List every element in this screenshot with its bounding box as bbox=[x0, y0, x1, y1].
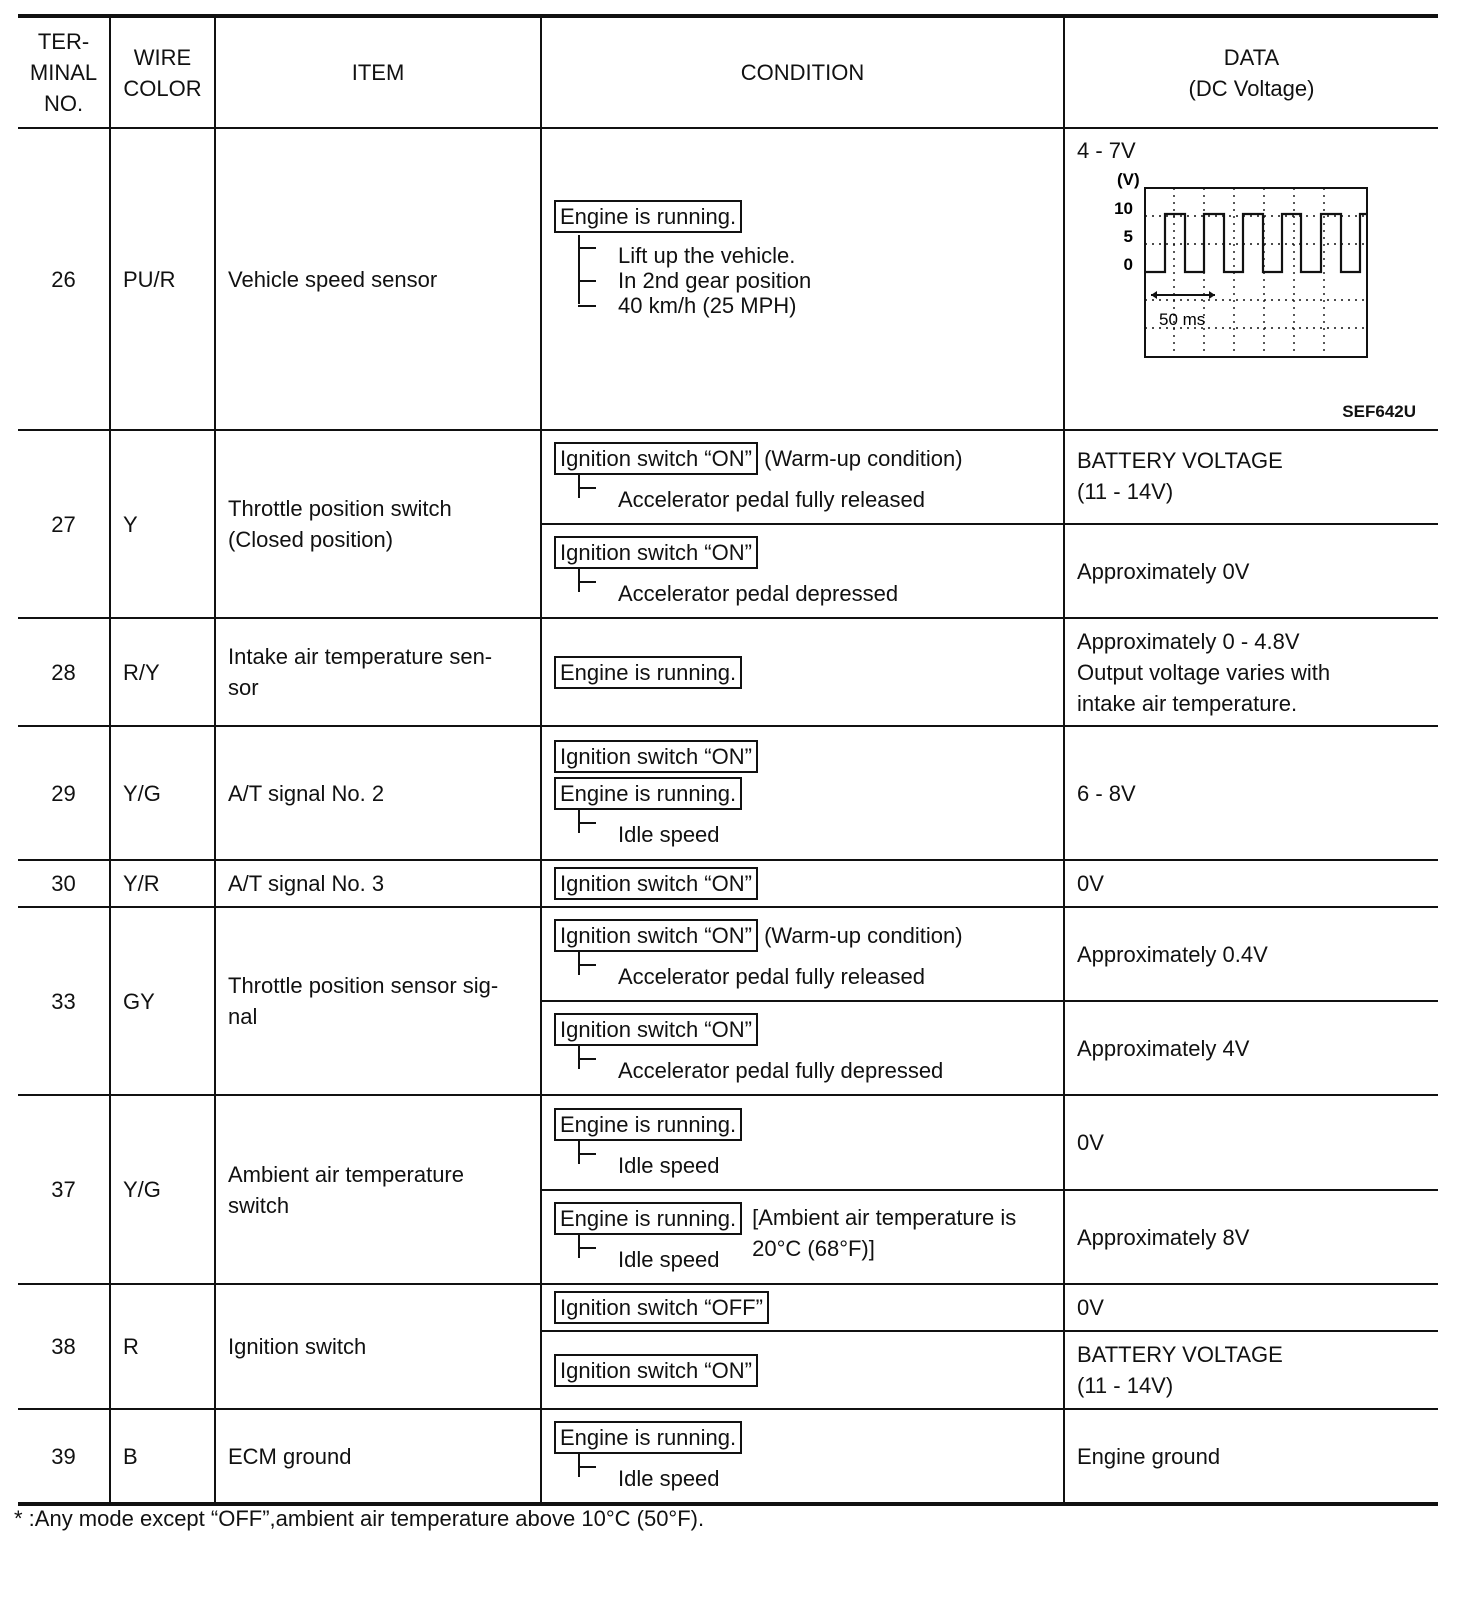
terminal-no: 29 bbox=[18, 726, 110, 860]
condition-box: Ignition switch “ON” bbox=[554, 1013, 758, 1046]
item-line: Throttle position sensor sig- bbox=[228, 973, 499, 998]
figure-code: SEF642U bbox=[1342, 402, 1416, 421]
condition-box: Engine is running. bbox=[554, 1421, 742, 1454]
header-terminal bbox=[18, 16, 110, 128]
condition-line: Accelerator pedal fully released bbox=[618, 475, 1051, 512]
table-row bbox=[18, 860, 1438, 907]
data-value: 0V bbox=[1064, 860, 1438, 907]
y-tick-label: 0 bbox=[1123, 255, 1133, 274]
header-wire bbox=[110, 16, 215, 128]
data-value: BATTERY VOLTAGE bbox=[1077, 1342, 1283, 1367]
wire-color: Y/G bbox=[110, 726, 215, 860]
header-data bbox=[1064, 16, 1438, 128]
header-row bbox=[18, 16, 1438, 128]
wire-color: B bbox=[110, 1409, 215, 1504]
wire-color: PU/R bbox=[110, 128, 215, 430]
condition-box: Ignition switch “OFF” bbox=[554, 1291, 769, 1324]
arrow-head-right bbox=[1209, 291, 1215, 299]
item-name: ECM ground bbox=[215, 1409, 541, 1504]
terminal-no: 28 bbox=[18, 618, 110, 726]
condition-box: Engine is running. bbox=[554, 200, 742, 233]
condition-line: 40 km/h (25 MPH) bbox=[618, 293, 1051, 318]
item-line: sor bbox=[228, 675, 259, 700]
data-value: 0V bbox=[1064, 1284, 1438, 1331]
condition-line: Accelerator pedal fully released bbox=[618, 952, 1051, 989]
data-value: Approximately 0V bbox=[1064, 524, 1438, 618]
time-span-label: 50 ms bbox=[1159, 310, 1206, 329]
condition-line: Idle speed bbox=[618, 1235, 742, 1272]
terminal-no: 27 bbox=[18, 430, 110, 618]
header-terminal-line3: NO. bbox=[43, 91, 84, 116]
condition-cell bbox=[541, 1284, 1064, 1331]
condition-cell bbox=[541, 618, 1064, 726]
table-row bbox=[18, 618, 1438, 726]
pulse-waveform bbox=[1145, 214, 1367, 272]
item-name: Vehicle speed sensor bbox=[215, 128, 541, 430]
waveform-figure bbox=[1077, 129, 1426, 429]
item-line: switch bbox=[228, 1192, 290, 1218]
condition-box: Ignition switch “ON” bbox=[554, 442, 758, 475]
data-value: Output voltage varies with bbox=[1077, 659, 1331, 685]
condition-cell bbox=[541, 128, 1064, 430]
wire-color: R bbox=[110, 1284, 215, 1409]
table-row bbox=[18, 128, 1438, 430]
item-name bbox=[215, 1095, 541, 1284]
condition-line: In 2nd gear position bbox=[618, 268, 1051, 293]
condition-cell bbox=[541, 1190, 1064, 1284]
item-name: A/T signal No. 2 bbox=[215, 726, 541, 860]
terminal-no: 38 bbox=[18, 1284, 110, 1409]
data-value: Engine ground bbox=[1064, 1409, 1438, 1504]
wire-color: Y bbox=[110, 430, 215, 618]
header-item: ITEM bbox=[215, 16, 541, 128]
condition-note-line: 20°C (68°F)] bbox=[752, 1236, 875, 1261]
header-condition: CONDITION bbox=[541, 16, 1064, 128]
wire-color: R/Y bbox=[110, 618, 215, 726]
condition-note: (Warm-up condition) bbox=[764, 446, 963, 471]
y-unit-label: (V) bbox=[1117, 170, 1140, 189]
condition-line: Idle speed bbox=[618, 1141, 1051, 1178]
condition-cell bbox=[541, 524, 1064, 618]
data-value: intake air temperature. bbox=[1077, 690, 1298, 716]
data-cell bbox=[1064, 430, 1438, 524]
condition-cell bbox=[541, 1095, 1064, 1190]
table-row bbox=[18, 430, 1438, 524]
condition-box: Ignition switch “ON” bbox=[554, 867, 758, 900]
data-cell bbox=[1064, 1331, 1438, 1409]
condition-note: (Warm-up condition) bbox=[764, 923, 963, 948]
terminal-no: 30 bbox=[18, 860, 110, 907]
table-row bbox=[18, 1409, 1438, 1504]
footnote: * :Any mode except “OFF”,ambient air temperature above 10°C (50°F). bbox=[14, 1506, 705, 1531]
condition-cell bbox=[541, 1331, 1064, 1409]
item-line: Throttle position switch bbox=[228, 496, 452, 521]
condition-cell bbox=[541, 1409, 1064, 1504]
data-value: Approximately 8V bbox=[1064, 1190, 1438, 1284]
condition-box: Engine is running. bbox=[554, 777, 742, 810]
condition-box: Engine is running. bbox=[554, 1108, 742, 1141]
condition-box: Ignition switch “ON” bbox=[554, 536, 758, 569]
y-tick-label: 10 bbox=[1114, 199, 1133, 218]
condition-box: Engine is running. bbox=[554, 1202, 742, 1235]
header-data-line1: DATA bbox=[1223, 44, 1280, 70]
table-row bbox=[18, 907, 1438, 1001]
table-row bbox=[18, 1284, 1438, 1331]
condition-cell bbox=[541, 726, 1064, 860]
data-value: 6 - 8V bbox=[1064, 726, 1438, 860]
item-line: nal bbox=[228, 1004, 258, 1029]
condition-line: Idle speed bbox=[618, 1454, 1051, 1491]
data-value: Approximately 0.4V bbox=[1064, 907, 1438, 1001]
wire-color: Y/G bbox=[110, 1095, 215, 1284]
header-data-line2: (DC Voltage) bbox=[1188, 75, 1315, 101]
condition-cell bbox=[541, 860, 1064, 907]
item-line: Intake air temperature sen- bbox=[228, 644, 493, 669]
data-value: Approximately 4V bbox=[1064, 1001, 1438, 1095]
condition-cell bbox=[541, 1001, 1064, 1095]
condition-line: Idle speed bbox=[618, 810, 1051, 847]
condition-cell bbox=[541, 907, 1064, 1001]
item-name bbox=[215, 907, 541, 1095]
header-terminal-line2: MINAL bbox=[29, 60, 98, 85]
header-terminal-line1: TER- bbox=[37, 29, 90, 54]
condition-line: Accelerator pedal fully depressed bbox=[618, 1046, 1051, 1083]
item-line: Ambient air temperature bbox=[228, 1161, 464, 1187]
condition-note-line: [Ambient air temperature is bbox=[752, 1205, 1017, 1230]
wire-color: Y/R bbox=[110, 860, 215, 907]
data-value: (11 - 14V) bbox=[1077, 479, 1174, 504]
data-value: Approximately 0 - 4.8V bbox=[1077, 628, 1300, 654]
arrow-head-left bbox=[1151, 291, 1157, 299]
item-line: (Closed position) bbox=[228, 527, 394, 552]
condition-cell bbox=[541, 430, 1064, 524]
ecm-terminal-table-sheet bbox=[18, 14, 1438, 1506]
table-row bbox=[18, 1095, 1438, 1190]
header-wire-line1: WIRE bbox=[133, 44, 192, 70]
condition-box: Ignition switch “ON” bbox=[554, 1354, 758, 1387]
terminal-no: 37 bbox=[18, 1095, 110, 1284]
data-cell bbox=[1064, 128, 1438, 430]
item-name: A/T signal No. 3 bbox=[215, 860, 541, 907]
condition-line: Lift up the vehicle. bbox=[618, 235, 1051, 268]
waveform-chart bbox=[1077, 143, 1417, 423]
ecm-terminal-table bbox=[18, 14, 1438, 1506]
data-value: 0V bbox=[1064, 1095, 1438, 1190]
wire-color: GY bbox=[110, 907, 215, 1095]
data-value: (11 - 14V) bbox=[1077, 1373, 1174, 1398]
item-name bbox=[215, 430, 541, 618]
terminal-no: 39 bbox=[18, 1409, 110, 1504]
terminal-no: 33 bbox=[18, 907, 110, 1095]
condition-box: Ignition switch “ON” bbox=[554, 740, 758, 773]
condition-line: Accelerator pedal depressed bbox=[618, 569, 1051, 606]
terminal-no: 26 bbox=[18, 128, 110, 430]
item-name: Ignition switch bbox=[215, 1284, 541, 1409]
header-wire-line2: COLOR bbox=[123, 75, 202, 101]
data-value: 4 - 7V bbox=[1077, 138, 1136, 163]
table-row bbox=[18, 726, 1438, 860]
data-value: BATTERY VOLTAGE bbox=[1077, 448, 1283, 473]
condition-box: Engine is running. bbox=[554, 656, 742, 689]
data-cell bbox=[1064, 618, 1438, 726]
condition-note bbox=[752, 1202, 1016, 1264]
condition-box: Ignition switch “ON” bbox=[554, 919, 758, 952]
y-tick-label: 5 bbox=[1123, 227, 1133, 246]
item-name bbox=[215, 618, 541, 726]
